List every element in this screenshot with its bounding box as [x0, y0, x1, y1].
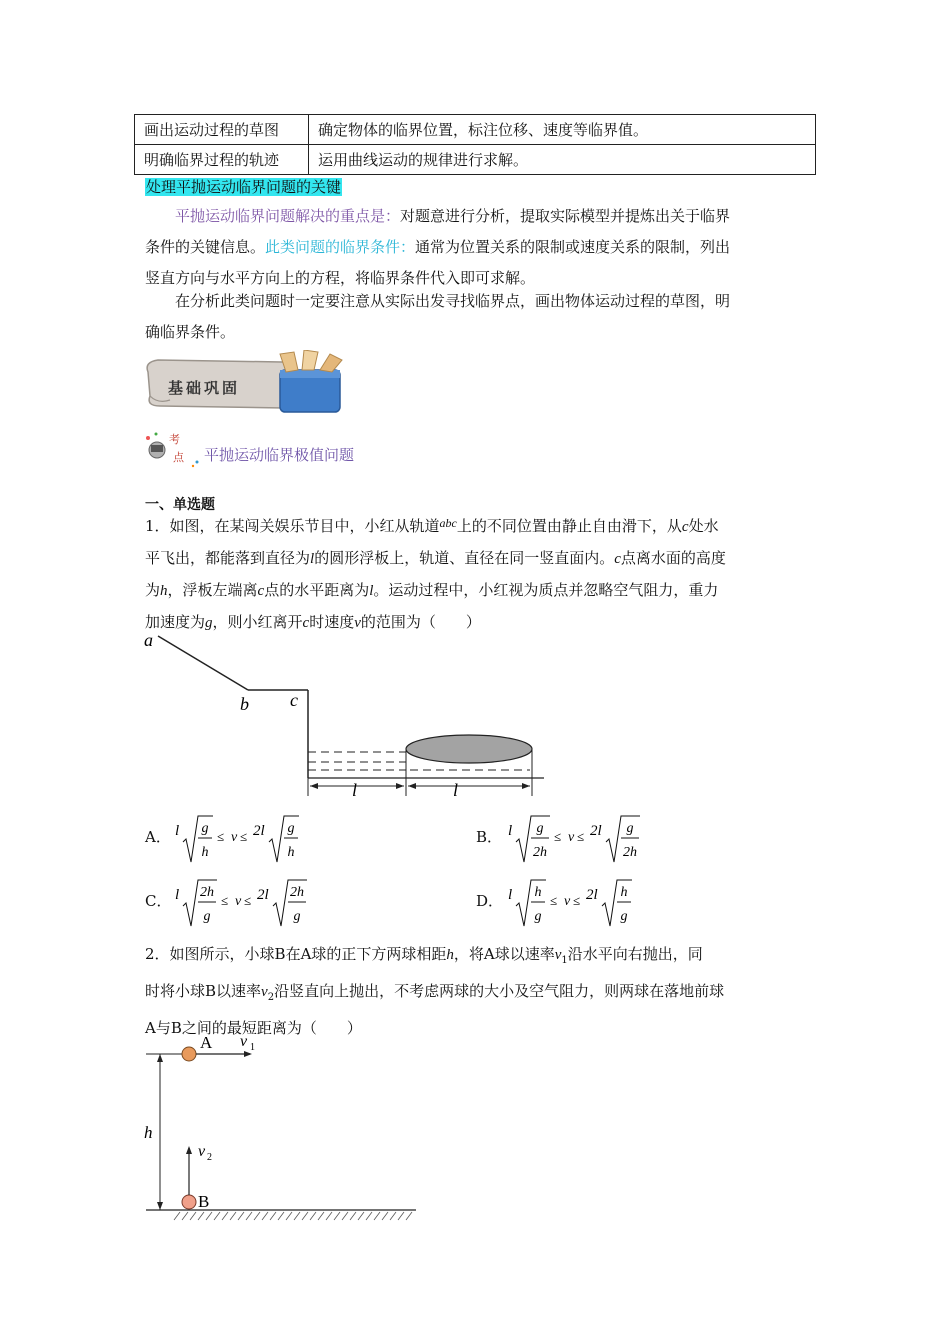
key-heading — [145, 176, 342, 197]
formula-2l: 2l — [253, 823, 265, 839]
label-A: A — [200, 1033, 213, 1052]
kaodian-badge — [143, 428, 203, 468]
formula-num: g — [201, 821, 209, 836]
formula-den: 2h — [533, 845, 547, 860]
para-text: 通常为位置关系的限制或速度关系的限制，列出 — [415, 238, 731, 256]
emphasis-lead: 平抛运动临界问题解决的重点是： — [175, 207, 401, 225]
q-text: 1．如图，在某闯关娱乐节目中，小红从轨道 — [145, 517, 440, 535]
question-1 — [145, 508, 810, 639]
formula-num: g — [536, 821, 544, 836]
q-var: v — [354, 615, 361, 631]
formula-l: l — [175, 887, 180, 903]
section-title: 一、单选题 — [145, 497, 215, 513]
formula-num: h — [620, 885, 628, 900]
para-text: 竖直方向与水平方向上的方程，将临界条件代入即可求解。 — [145, 269, 536, 287]
q2-figure — [140, 1030, 430, 1226]
q-text: ，将A球以速率 — [453, 945, 555, 963]
formula-2l: 2l — [590, 823, 602, 839]
badge-top: 考 — [169, 433, 180, 446]
option-d[interactable] — [476, 876, 736, 930]
formula-le: ≤ — [550, 893, 558, 908]
q-var: g — [205, 615, 213, 631]
formula-num: g — [287, 821, 295, 836]
q-text: 的圆形浮板上，轨道、直径在同一竖直面内。 — [314, 549, 615, 567]
key-heading-text: 处理平抛运动临界问题的关键 — [146, 178, 342, 196]
formula-le: ≤ — [221, 893, 229, 908]
formula-den: 2h — [623, 845, 637, 860]
banner-basic-consolidation — [144, 350, 354, 414]
formula-le: ≤ — [573, 893, 581, 908]
q-text: 点离水面的高度 — [620, 549, 726, 567]
q-text: 时将小球B以速率 — [145, 982, 262, 1000]
para-text: 条件的关键信息。 — [145, 238, 266, 256]
q-text: 为 — [145, 581, 161, 599]
q-sub: 2 — [267, 992, 275, 1003]
q-text: 沿竖直向上抛出，不考虑两球的大小及空气阻力，则两球在落地前球 — [274, 982, 725, 1000]
question-2 — [145, 939, 810, 1044]
method-table — [134, 114, 816, 175]
q-var: abc — [439, 516, 457, 530]
label-b: b — [240, 694, 249, 714]
formula-v: v — [568, 830, 575, 845]
label-v1: v — [240, 1033, 248, 1050]
kaodian-title: 平抛运动临界极值问题 — [204, 446, 355, 464]
formula-l: l — [508, 887, 513, 903]
table-cell: 明确临界过程的轨迹 — [135, 145, 309, 175]
float-board-icon — [406, 735, 532, 763]
label-a: a — [144, 630, 153, 650]
option-a[interactable] — [145, 812, 405, 866]
formula-le: ≤ — [577, 829, 585, 844]
q-var: v — [261, 984, 268, 1000]
q-text: 点的水平距离为 — [264, 581, 370, 599]
option-label: B． — [476, 828, 503, 846]
formula-2l: 2l — [586, 887, 598, 903]
q-var: c — [681, 519, 689, 535]
banner-title: 基础巩固 — [168, 379, 241, 397]
formula-2l: 2l — [257, 887, 269, 903]
label-v2-sub: 2 — [207, 1152, 212, 1163]
label-h: h — [144, 1123, 153, 1142]
table-cell: 确定物体的临界位置，标注位移、速度等临界值。 — [309, 115, 816, 145]
q-text: 2．如图所示，小球B在A球的正下方两球相距 — [145, 945, 447, 963]
paragraph-key-points — [145, 201, 810, 294]
formula-le: ≤ — [554, 829, 562, 844]
formula-v: v — [231, 830, 238, 845]
formula-le: ≤ — [240, 829, 248, 844]
formula-le: ≤ — [244, 893, 252, 908]
paragraph-advice — [145, 286, 810, 348]
label-c: c — [290, 690, 298, 710]
table-cell: 运用曲线运动的规律进行求解。 — [309, 145, 816, 175]
q-var: h — [446, 947, 454, 963]
q-var: l — [310, 551, 315, 567]
formula-v: v — [235, 894, 242, 909]
label-v2: v — [198, 1143, 206, 1160]
q-text: 处水 — [688, 517, 719, 535]
formula-den: h — [287, 845, 295, 860]
q-text: ，则小红离开 — [212, 613, 303, 631]
q-var: l — [369, 583, 374, 599]
formula-den: h — [201, 845, 209, 860]
label-l2: l — [453, 780, 459, 800]
ball-b-icon — [182, 1195, 196, 1209]
q-var: c — [614, 551, 621, 567]
label-l1: l — [352, 780, 358, 800]
option-formula — [502, 812, 662, 866]
q-text: 时速度 — [309, 613, 355, 631]
formula-num: 2h — [200, 885, 214, 900]
label-v1-sub: 1 — [250, 1042, 255, 1053]
option-b[interactable] — [476, 812, 736, 866]
table-cell: 画出运动过程的草图 — [135, 115, 309, 145]
badge-bottom: 点 — [173, 451, 184, 464]
q-text: A与B之间的最短距离为（ ） — [145, 1019, 362, 1037]
formula-den: g — [620, 909, 628, 924]
q1-figure — [140, 628, 560, 808]
para-text: 对题意进行分析，提取实际模型并提炼出关于临界 — [400, 207, 731, 225]
table-row — [135, 145, 816, 175]
q-text: 上的不同位置由静止自由滑下，从 — [456, 517, 682, 535]
option-c[interactable] — [145, 876, 405, 930]
formula-den: g — [203, 909, 211, 924]
option-formula — [502, 876, 652, 930]
option-label: D． — [476, 892, 504, 910]
para-text: 确临界条件。 — [145, 323, 236, 341]
ball-a-icon — [182, 1047, 196, 1061]
formula-l: l — [508, 823, 513, 839]
label-B: B — [198, 1192, 210, 1211]
formula-le: ≤ — [217, 829, 225, 844]
q-text: 加速度为 — [145, 613, 206, 631]
option-formula — [169, 812, 319, 866]
para-text: 在分析此类问题时一定要注意从实际出发寻找临界点，画出物体运动过程的草图，明 — [175, 292, 731, 310]
q-text: 平飞出，都能落到直径为 — [145, 549, 311, 567]
formula-l: l — [175, 823, 180, 839]
option-label: A． — [145, 828, 171, 846]
q-text: 的范围为（ ） — [360, 613, 481, 631]
q-text: 。运动过程中，小红视为质点并忽略空气阻力，重力 — [373, 581, 719, 599]
formula-num: 2h — [290, 885, 304, 900]
q-text: 沿水平向右抛出，同 — [567, 945, 703, 963]
q-sub: 1 — [561, 955, 568, 966]
table-row — [135, 115, 816, 145]
emphasis-condition: 此类问题的临界条件： — [265, 238, 416, 256]
q-var: h — [160, 583, 168, 599]
q-var: c — [257, 583, 265, 599]
q-text: ，浮板左端离 — [167, 581, 258, 599]
q-var: c — [302, 615, 310, 631]
formula-v: v — [564, 894, 571, 909]
formula-num: g — [626, 821, 634, 836]
option-formula — [169, 876, 329, 930]
formula-den: g — [293, 909, 301, 924]
option-label: C． — [145, 892, 172, 910]
formula-den: g — [534, 909, 542, 924]
q-var: v — [554, 947, 562, 963]
formula-num: h — [534, 885, 542, 900]
